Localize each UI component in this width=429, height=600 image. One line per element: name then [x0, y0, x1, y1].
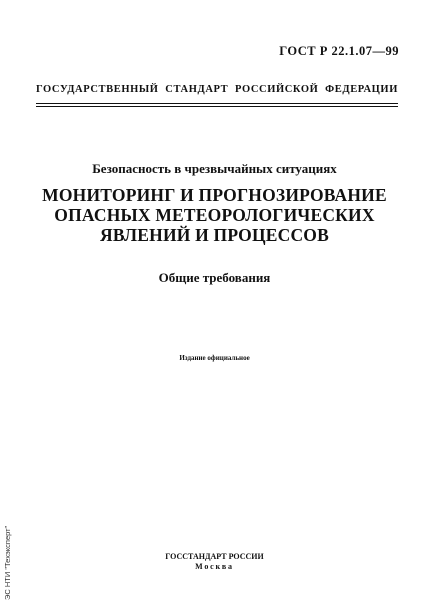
standard-word: ФЕДЕРАЦИИ: [325, 84, 398, 95]
title-line: МОНИТОРИНГ И ПРОГНОЗИРОВАНИЕ: [42, 185, 387, 205]
standard-word: СТАНДАРТ: [165, 84, 229, 95]
standard-word: РОССИЙСКОЙ: [235, 84, 319, 95]
title-line: ЯВЛЕНИЙ И ПРОЦЕССОВ: [99, 225, 329, 245]
header-rule-thick: [36, 103, 398, 104]
document-code: ГОСТ Р 22.1.07—99: [279, 44, 399, 58]
publisher-city: Москва: [195, 562, 234, 571]
document-subject: Безопасность в чрезвычайных ситуациях: [92, 161, 337, 176]
title-line: ОПАСНЫХ МЕТЕОРОЛОГИЧЕСКИХ: [54, 205, 375, 225]
standard-word: ГОСУДАРСТВЕННЫЙ: [36, 84, 159, 95]
header-rule-thin: [36, 106, 398, 107]
publisher-name: ГОССТАНДАРТ РОССИИ: [165, 552, 264, 561]
standard-heading: [36, 84, 398, 95]
document-subtitle: Общие требования: [158, 270, 271, 285]
side-stamp-text: ЭС НТИ "Техэксперт": [3, 525, 12, 600]
document-title: [0, 185, 429, 245]
publisher-block: [0, 552, 429, 572]
edition-note: Издание официальное: [179, 354, 250, 362]
